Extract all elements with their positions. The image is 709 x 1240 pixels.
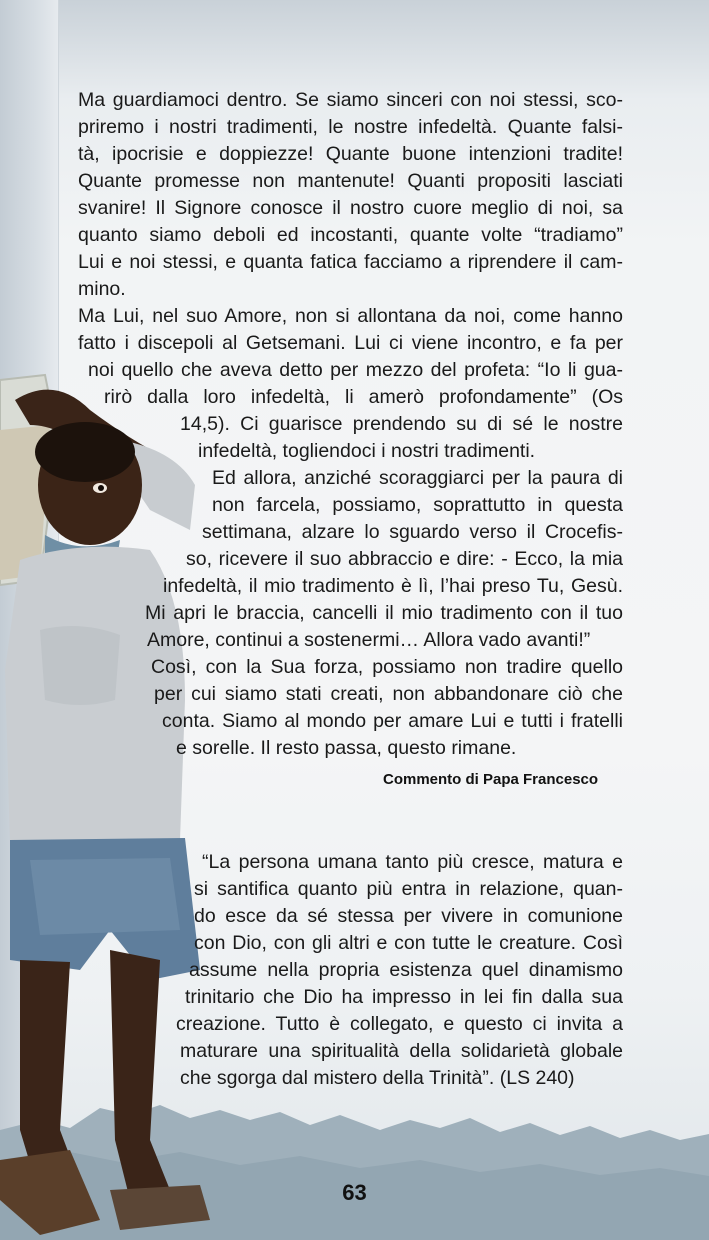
text-line: infedeltà, il mio tradimento è lì, l’hai preso Tu, Gesù. [163,575,623,597]
text-line: trinitario che Dio ha impresso in lei fin dalla sua [185,986,623,1008]
text-line: settimana, alzare lo sguardo verso il Crocefis- [202,521,623,543]
text-line: mino. [78,278,126,300]
text-line: creazione. Tutto è collegato, e questo ci invita a [176,1013,623,1035]
text-line: Ma guardiamoci dentro. Se siamo sinceri con noi stessi, sco- [78,89,623,111]
text-line: quanto siamo deboli ed incostanti, quante volte “tradiamo” [78,224,623,246]
text-line: so, ricevere il suo abbraccio e dire: - Ecco, la mia [186,548,623,570]
text-line: rirò dalla loro infedeltà, li amerò profondamente” (Os [104,386,623,408]
page-number: 63 [342,1180,367,1205]
text-line: che sgorga dal mistero della Trinità”. (LS 240) [180,1067,575,1089]
text-line: per cui siamo stati creati, non abbandonare ciò che [154,683,623,705]
text-line: fatto i discepoli al Getsemani. Lui ci viene incontro, e fa per [78,332,623,354]
text-line: Amore, continui a sostenermi… Allora vado avanti!” [147,629,591,651]
text-line: do esce da sé stessa per vivere in comunione [194,905,623,927]
text-line: con Dio, con gli altri e con tutte le creature. Così [194,932,623,954]
text-line: infedeltà, togliendoci i nostri tradimenti. [198,440,536,462]
text-line: e sorelle. Il resto passa, questo rimane. [176,737,517,759]
text-line: Quante promesse non mantenute! Quanti propositi lasciati [78,170,623,192]
attribution: Commento di Papa Francesco [383,771,599,788]
text-line: si santifica quanto più entra in relazione, quan- [194,878,623,900]
text-line: 14,5). Ci guarisce prendendo su di sé le nostre [180,413,623,435]
text-line: non farcela, possiamo, soprattutto in questa [212,494,623,516]
boy-carrying-bucket-illustration [0,370,215,1240]
text-line: Lui e noi stessi, e quanta fatica facciamo a riprendere il cam- [78,251,623,273]
text-line: tà, ipocrisie e doppiezze! Quante buone intenzioni tradite! [78,143,623,165]
text-line: Così, con la Sua forza, possiamo non tradire quello [151,656,623,678]
text-line: svanire! Il Signore conosce il nostro cuore meglio di noi, sa [78,197,623,219]
text-line: noi quello che aveva detto per mezzo del profeta: “Io li gua- [88,359,623,381]
text-line: Ma Lui, nel suo Amore, non si allontana da noi, come hanno [78,305,623,327]
text-line: “La persona umana tanto più cresce, matura e [202,851,623,873]
text-line: Ed allora, anziché scoraggiarci per la paura di [212,467,623,489]
text-line: assume nella propria esistenza quel dinamismo [189,959,623,981]
text-line: priremo i nostri tradimenti, le nostre infedeltà. Quante falsi- [78,116,623,138]
text-line: maturare una spiritualità della solidarietà globale [180,1040,623,1062]
text-line: conta. Siamo al mondo per amare Lui e tutti i fratelli [162,710,623,732]
text-line: Mi apri le braccia, cancelli il mio tradimento con il tuo [145,602,623,624]
